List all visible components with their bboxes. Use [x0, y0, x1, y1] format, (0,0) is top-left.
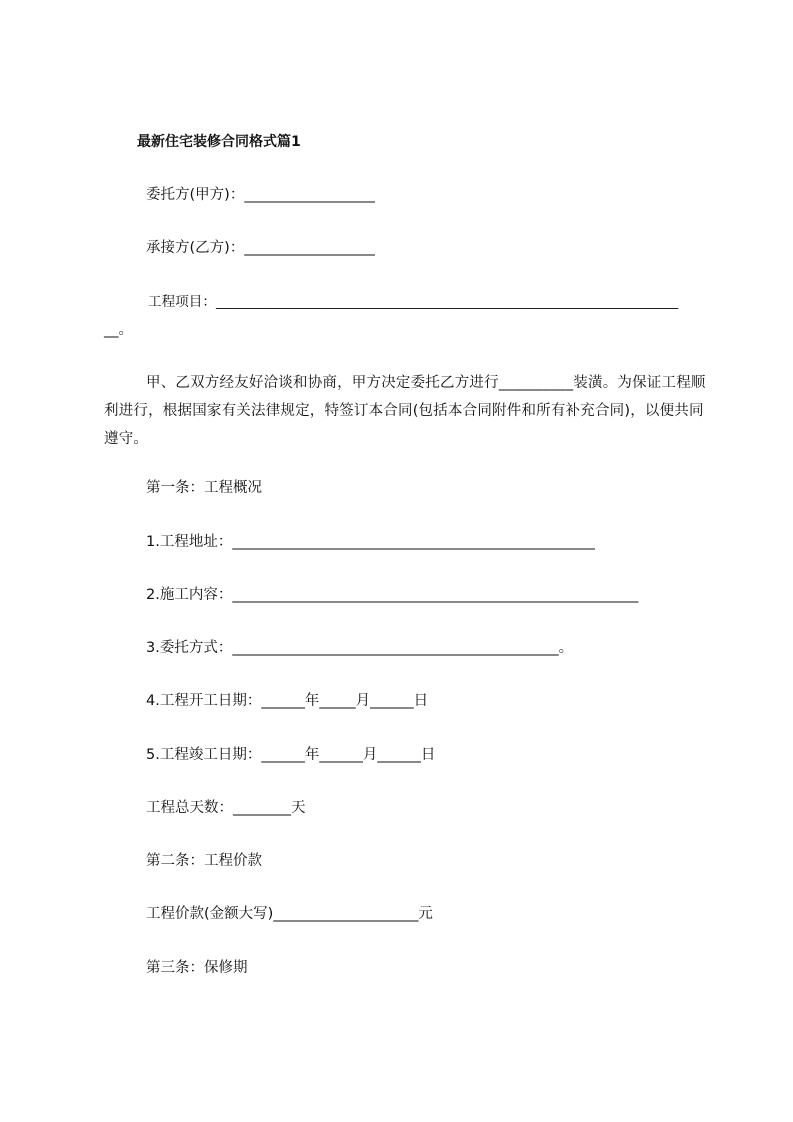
party-a-line: 委托方(甲方)：__________________	[146, 187, 375, 203]
article3-heading: 第三条：保修期	[146, 960, 248, 976]
item-completion-date: 5.工程竣工日期：______年______月______日	[146, 747, 436, 763]
intro-paragraph: 甲、乙双方经友好洽谈和协商，甲方决定委托乙方进行__________装潢。为保证工程顺利进行，根据国家有关法律规定，特签订本合同(包括本合同附件和所有补充合同)，以便共同遵守。	[104, 375, 706, 447]
document-title: 最新住宅装修合同格式篇1	[137, 134, 301, 150]
party-b-line: 承接方(乙方)：__________________	[146, 240, 375, 256]
project-line-continued: __。	[104, 322, 133, 338]
item-construction-content: 2.施工内容：________________________________________________________	[146, 587, 639, 603]
item-project-address: 1.工程地址：__________________________________________________	[146, 534, 595, 550]
project-line: 工程项目：____________________________________________________________________	[148, 294, 679, 310]
price-line: 工程价款(金额大写)____________________元	[146, 906, 433, 922]
total-days-line: 工程总天数：________天	[146, 800, 306, 816]
article1-heading: 第一条：工程概况	[146, 480, 262, 496]
article2-heading: 第二条：工程价款	[146, 853, 262, 869]
item-start-date: 4.工程开工日期：______年_____月______日	[146, 693, 429, 709]
item-commission-method: 3.委托方式：_____________________________________________。	[146, 640, 574, 656]
